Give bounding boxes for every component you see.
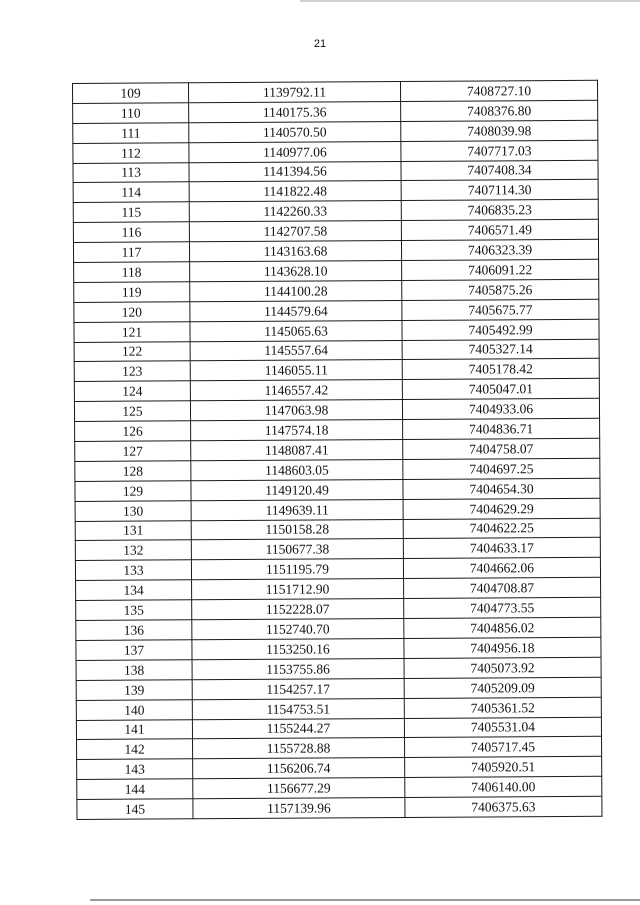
x-coordinate-cell: 1142260.33 <box>189 201 401 222</box>
x-coordinate-cell: 1141822.48 <box>189 181 401 202</box>
point-number-cell: 136 <box>76 620 192 641</box>
y-coordinate-cell: 7405209.09 <box>404 677 601 698</box>
y-coordinate-cell: 7405920.51 <box>405 757 602 778</box>
page-number: 21 <box>313 38 327 50</box>
x-coordinate-cell: 1149639.11 <box>191 499 403 520</box>
x-coordinate-cell: 1147574.18 <box>191 420 403 441</box>
table-row <box>73 180 598 203</box>
x-coordinate-cell: 1151712.90 <box>192 579 404 600</box>
table-row <box>73 80 598 103</box>
table-row <box>75 438 600 461</box>
y-coordinate-cell: 7408376.80 <box>401 100 598 121</box>
point-number-cell: 138 <box>76 660 192 681</box>
y-coordinate-cell: 7404697.25 <box>403 458 600 479</box>
point-number-cell: 134 <box>76 580 192 601</box>
point-number-cell: 122 <box>74 341 190 362</box>
point-number-cell: 143 <box>77 759 193 780</box>
y-coordinate-cell: 7407717.03 <box>401 140 598 161</box>
point-number-cell: 120 <box>74 302 190 323</box>
point-number-cell: 145 <box>77 799 193 820</box>
x-coordinate-cell: 1156206.74 <box>193 758 405 779</box>
x-coordinate-cell: 1143628.10 <box>190 261 402 282</box>
x-coordinate-cell: 1148087.41 <box>191 440 403 461</box>
table-row <box>77 796 602 819</box>
x-coordinate-cell: 1139792.11 <box>189 81 401 102</box>
x-coordinate-cell: 1146055.11 <box>190 360 402 381</box>
point-number-cell: 135 <box>76 600 192 621</box>
point-number-cell: 130 <box>75 500 191 521</box>
y-coordinate-cell: 7405717.45 <box>405 737 602 758</box>
table-row <box>73 100 598 123</box>
y-coordinate-cell: 7404956.18 <box>404 637 601 658</box>
coordinates-table <box>72 80 602 820</box>
point-number-cell: 129 <box>75 481 191 502</box>
y-coordinate-cell: 7406571.49 <box>401 220 598 241</box>
table-row <box>75 498 600 521</box>
scan-edge-bottom <box>90 899 640 901</box>
x-coordinate-cell: 1142707.58 <box>189 221 401 242</box>
x-coordinate-cell: 1141394.56 <box>189 161 401 182</box>
x-coordinate-cell: 1147063.98 <box>190 400 402 421</box>
y-coordinate-cell: 7405047.01 <box>402 379 599 400</box>
x-coordinate-cell: 1144579.64 <box>190 300 402 321</box>
table-row <box>76 697 601 720</box>
table-row <box>77 737 602 760</box>
y-coordinate-cell: 7405073.92 <box>404 657 601 678</box>
x-coordinate-cell: 1154753.51 <box>192 698 404 719</box>
y-coordinate-cell: 7404622.25 <box>403 518 600 539</box>
point-number-cell: 121 <box>74 321 190 342</box>
table-row <box>74 259 599 282</box>
point-number-cell: 114 <box>73 182 189 203</box>
point-number-cell: 115 <box>73 202 189 223</box>
x-coordinate-cell: 1143163.68 <box>189 241 401 262</box>
y-coordinate-cell: 7405492.99 <box>402 319 599 340</box>
table-row <box>76 597 601 620</box>
x-coordinate-cell: 1144100.28 <box>190 280 402 301</box>
point-number-cell: 125 <box>74 401 190 422</box>
x-coordinate-cell: 1145065.63 <box>190 320 402 341</box>
y-coordinate-cell: 7406091.22 <box>402 259 599 280</box>
x-coordinate-cell: 1148603.05 <box>191 459 403 480</box>
x-coordinate-cell: 1154257.17 <box>192 678 404 699</box>
table-row <box>75 478 600 501</box>
y-coordinate-cell: 7407408.34 <box>401 160 598 181</box>
point-number-cell: 116 <box>73 222 189 243</box>
table-row <box>74 359 599 382</box>
table-row <box>76 657 601 680</box>
table-row <box>76 717 601 740</box>
x-coordinate-cell: 1157139.96 <box>193 798 405 819</box>
point-number-cell: 109 <box>73 83 189 104</box>
table-row <box>73 140 598 163</box>
x-coordinate-cell: 1146557.42 <box>190 380 402 401</box>
y-coordinate-cell: 7408039.98 <box>401 120 598 141</box>
y-coordinate-cell: 7404654.30 <box>403 478 600 499</box>
table-row <box>73 220 598 243</box>
table-row <box>76 637 601 660</box>
x-coordinate-cell: 1153250.16 <box>192 638 404 659</box>
x-coordinate-cell: 1140570.50 <box>189 121 401 142</box>
y-coordinate-cell: 7404856.02 <box>404 617 601 638</box>
table-row <box>73 239 598 262</box>
point-number-cell: 132 <box>75 540 191 561</box>
y-coordinate-cell: 7404662.06 <box>403 558 600 579</box>
table-row <box>77 757 602 780</box>
table-row <box>75 458 600 481</box>
x-coordinate-cell: 1150158.28 <box>191 519 403 540</box>
x-coordinate-cell: 1140977.06 <box>189 141 401 162</box>
y-coordinate-cell: 7404629.29 <box>403 498 600 519</box>
y-coordinate-cell: 7404758.07 <box>403 438 600 459</box>
point-number-cell: 142 <box>77 739 193 760</box>
x-coordinate-cell: 1145557.64 <box>190 340 402 361</box>
x-coordinate-cell: 1152740.70 <box>192 619 404 640</box>
table-row <box>73 200 598 223</box>
point-number-cell: 117 <box>73 242 189 263</box>
table-row <box>75 538 600 561</box>
table-row <box>76 578 601 601</box>
table-row <box>75 518 600 541</box>
point-number-cell: 113 <box>73 162 189 183</box>
y-coordinate-cell: 7405361.52 <box>404 697 601 718</box>
point-number-cell: 118 <box>74 262 190 283</box>
point-number-cell: 119 <box>74 282 190 303</box>
y-coordinate-cell: 7404633.17 <box>403 538 600 559</box>
point-number-cell: 131 <box>75 520 191 541</box>
table-row <box>74 319 599 342</box>
y-coordinate-cell: 7406323.39 <box>401 239 598 260</box>
table-row <box>74 299 599 322</box>
y-coordinate-cell: 7405178.42 <box>402 359 599 380</box>
x-coordinate-cell: 1155244.27 <box>192 718 404 739</box>
table-row <box>74 399 599 422</box>
point-number-cell: 123 <box>74 361 190 382</box>
table-row <box>75 418 600 441</box>
table-row <box>74 279 599 302</box>
point-number-cell: 112 <box>73 142 189 163</box>
y-coordinate-cell: 7404836.71 <box>403 418 600 439</box>
x-coordinate-cell: 1149120.49 <box>191 479 403 500</box>
point-number-cell: 139 <box>76 679 192 700</box>
table-row <box>76 617 601 640</box>
table-row <box>74 379 599 402</box>
y-coordinate-cell: 7407114.30 <box>401 180 598 201</box>
point-number-cell: 140 <box>76 699 192 720</box>
x-coordinate-cell: 1150677.38 <box>191 539 403 560</box>
coordinates-table-body <box>73 80 602 819</box>
point-number-cell: 126 <box>75 421 191 442</box>
x-coordinate-cell: 1155728.88 <box>193 738 405 759</box>
y-coordinate-cell: 7404773.55 <box>404 597 601 618</box>
table-row <box>74 339 599 362</box>
y-coordinate-cell: 7406140.00 <box>405 776 602 797</box>
point-number-cell: 128 <box>75 461 191 482</box>
y-coordinate-cell: 7405531.04 <box>404 717 601 738</box>
x-coordinate-cell: 1151195.79 <box>191 559 403 580</box>
point-number-cell: 144 <box>77 779 193 800</box>
y-coordinate-cell: 7406835.23 <box>401 200 598 221</box>
y-coordinate-cell: 7404933.06 <box>402 399 599 420</box>
scan-edge-top <box>300 0 640 2</box>
table-row <box>73 160 598 183</box>
y-coordinate-cell: 7405875.26 <box>402 279 599 300</box>
x-coordinate-cell: 1152228.07 <box>192 599 404 620</box>
table-row <box>76 677 601 700</box>
point-number-cell: 124 <box>74 381 190 402</box>
point-number-cell: 111 <box>73 123 189 144</box>
table-row <box>75 558 600 581</box>
point-number-cell: 133 <box>75 560 191 581</box>
x-coordinate-cell: 1153755.86 <box>192 658 404 679</box>
y-coordinate-cell: 7408727.10 <box>400 80 597 101</box>
point-number-cell: 141 <box>76 719 192 740</box>
point-number-cell: 110 <box>73 103 189 124</box>
y-coordinate-cell: 7405327.14 <box>402 339 599 360</box>
y-coordinate-cell: 7406375.63 <box>405 796 602 817</box>
y-coordinate-cell: 7405675.77 <box>402 299 599 320</box>
x-coordinate-cell: 1156677.29 <box>193 778 405 799</box>
point-number-cell: 127 <box>75 441 191 462</box>
table-row <box>73 120 598 143</box>
table-row <box>77 776 602 799</box>
y-coordinate-cell: 7404708.87 <box>404 578 601 599</box>
point-number-cell: 137 <box>76 640 192 661</box>
x-coordinate-cell: 1140175.36 <box>189 101 401 122</box>
